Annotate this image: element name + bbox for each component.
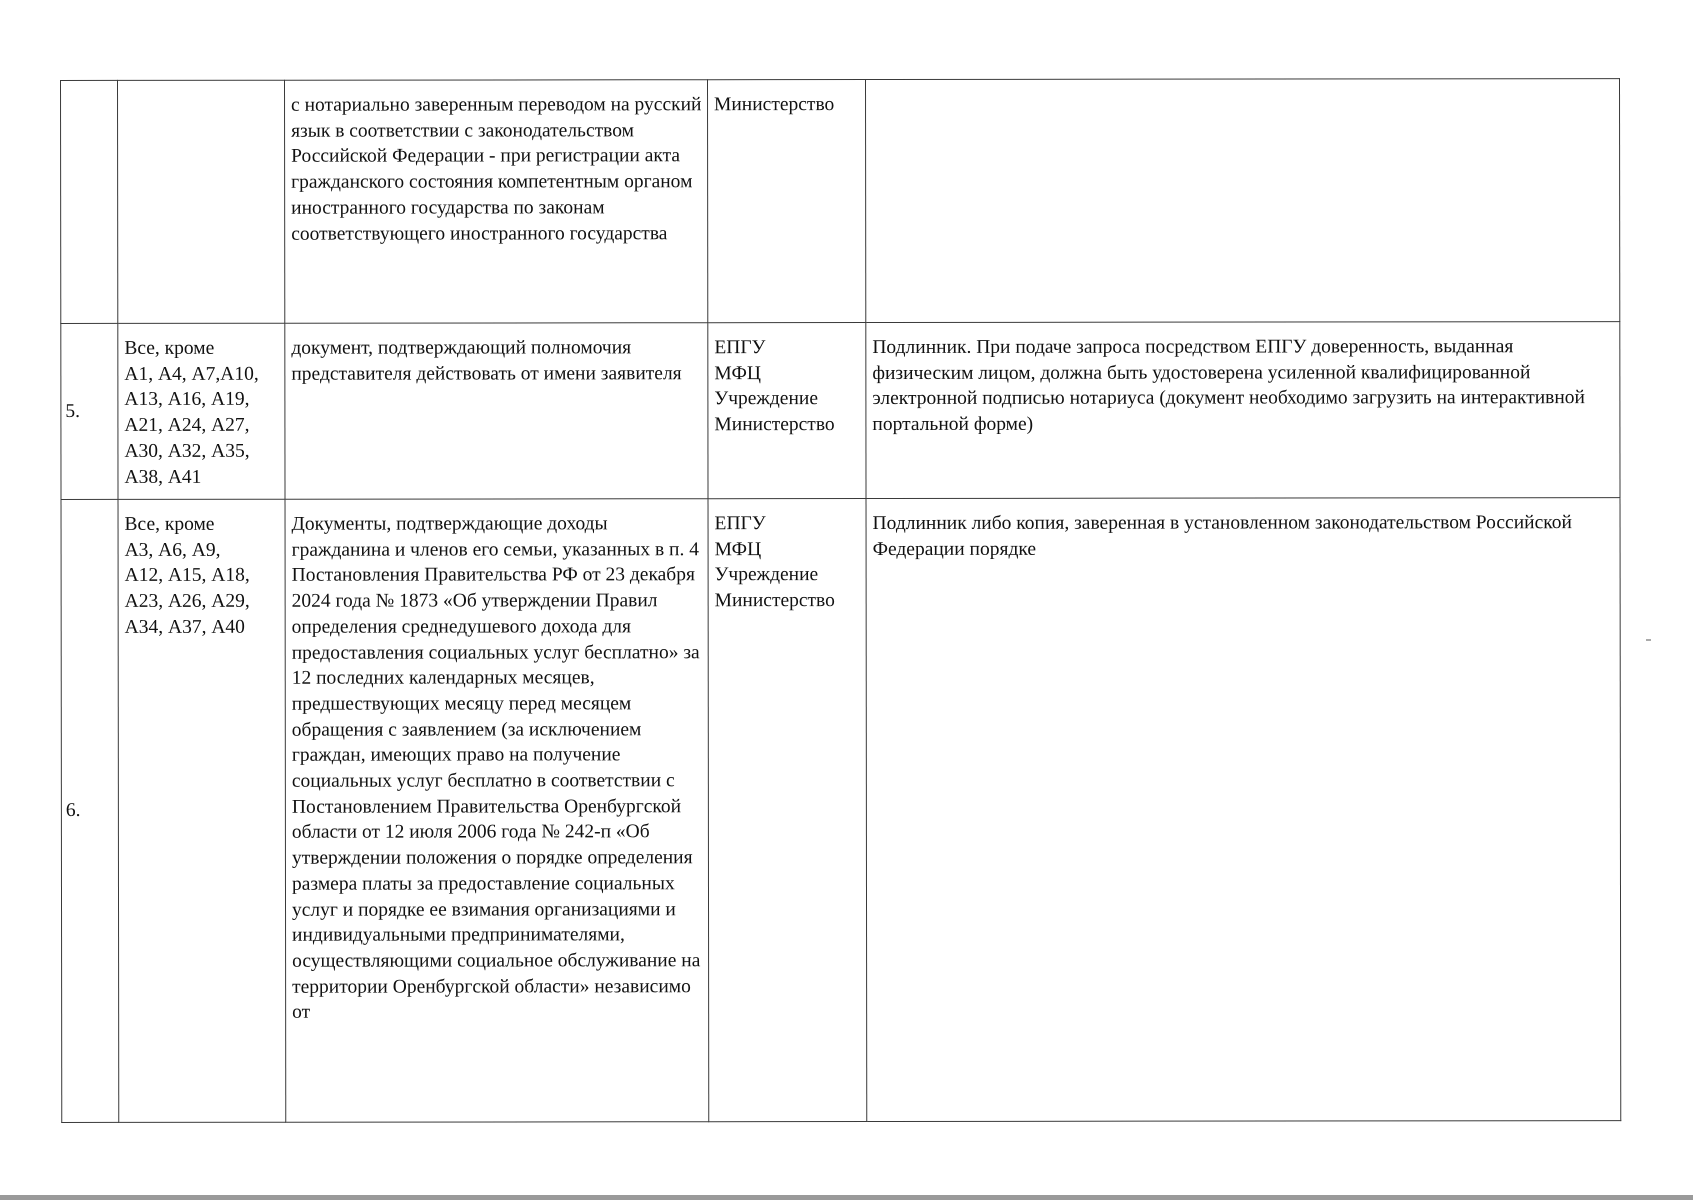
channel: Министерство bbox=[714, 414, 835, 436]
channel: Министерство bbox=[714, 94, 835, 116]
table-row bbox=[61, 498, 1621, 1123]
applicant-line: А3, А6, А9, bbox=[124, 539, 221, 561]
row-number: 5. bbox=[61, 323, 118, 499]
table-row bbox=[61, 322, 1620, 500]
applicant-line: А34, А37, А40 bbox=[124, 616, 245, 638]
applicant-line: Все, кроме bbox=[124, 513, 215, 535]
applicant-line: А13, А16, А19, bbox=[124, 389, 250, 411]
channel: Министерство bbox=[714, 590, 835, 612]
channel: Учреждение bbox=[714, 388, 818, 410]
scan-speck bbox=[1646, 639, 1651, 641]
applicant-line: А12, А15, А18, bbox=[124, 565, 250, 587]
channel: ЕПГУ bbox=[714, 513, 766, 535]
applicant-line: А23, А26, А29, bbox=[124, 590, 250, 613]
channel: МФЦ bbox=[714, 538, 762, 560]
row-number: 6. bbox=[61, 499, 119, 1122]
channel: ЕПГУ bbox=[714, 337, 766, 359]
submission-channels bbox=[708, 499, 867, 1122]
documents-table bbox=[60, 78, 1621, 1123]
applicant-line: Все, кроме bbox=[124, 337, 215, 359]
applicant-line: А30, А32, А35, bbox=[124, 440, 250, 462]
applicant-categories bbox=[118, 80, 285, 323]
table-row bbox=[61, 79, 1620, 324]
applicant-categories bbox=[118, 323, 285, 499]
document-requirement bbox=[866, 79, 1620, 323]
document-description: документ, подтверждающий полномочия представителя действовать от имени заявителя bbox=[285, 323, 708, 500]
scan-bottom-edge bbox=[0, 1195, 1693, 1200]
channel: Учреждение bbox=[714, 564, 819, 586]
applicant-line: А38, А41 bbox=[124, 466, 202, 488]
document-description: Документы, подтверждающие доходы гражданина и членов его семьи, указанных в п. 4 Постановления Правительства РФ от 23 декабря 2024 года № 1873 «Об утверждении Правил определения среднедушевого дохода для предоставления социальных услуг бесплатно» за 12 последних календарных месяцев, предшествующих месяцу перед месяцем обращения с заявлением (за исключением граждан, имеющих право на получение социальных услуг бесплатно в соответствии с Постановлением Правительства Оренбургской области от 12 июля 2006 года № 242-п «Об утверждении положения о порядке определения размера платы за предоставление социальных услуг и порядке ее взимания организациями и индивидуальными предпринимателями, осуществляющими социальное обслуживание на территории Оренбургской области» независимо от bbox=[285, 499, 709, 1123]
applicant-line: А21, А24, А27, bbox=[124, 414, 250, 437]
submission-channels bbox=[708, 80, 866, 323]
document-requirement: Подлинник. При подаче запроса посредством ЕПГУ доверенность, выданная физическим лицом, должна быть удостоверена усиленной квалифицированной электронной подписью нотариуса (документ необходимо загрузить на интерактивной портальной форме) bbox=[866, 322, 1620, 499]
applicant-line: А1, А4, А7,А10, bbox=[124, 363, 259, 385]
applicant-categories bbox=[118, 499, 286, 1122]
submission-channels bbox=[708, 323, 866, 499]
document-requirement: Подлинник либо копия, заверенная в установленном законодательством Российской Федерации порядке bbox=[866, 498, 1621, 1122]
channel: МФЦ bbox=[714, 362, 761, 384]
document-description: с нотариально заверенным переводом на русский язык в соответствии с законодательством Российской Федерации - при регистрации акта гражданского состояния компетентным органом иностранного государства по законам соответствующего иностранного государства bbox=[285, 80, 708, 324]
row-number bbox=[61, 80, 118, 323]
